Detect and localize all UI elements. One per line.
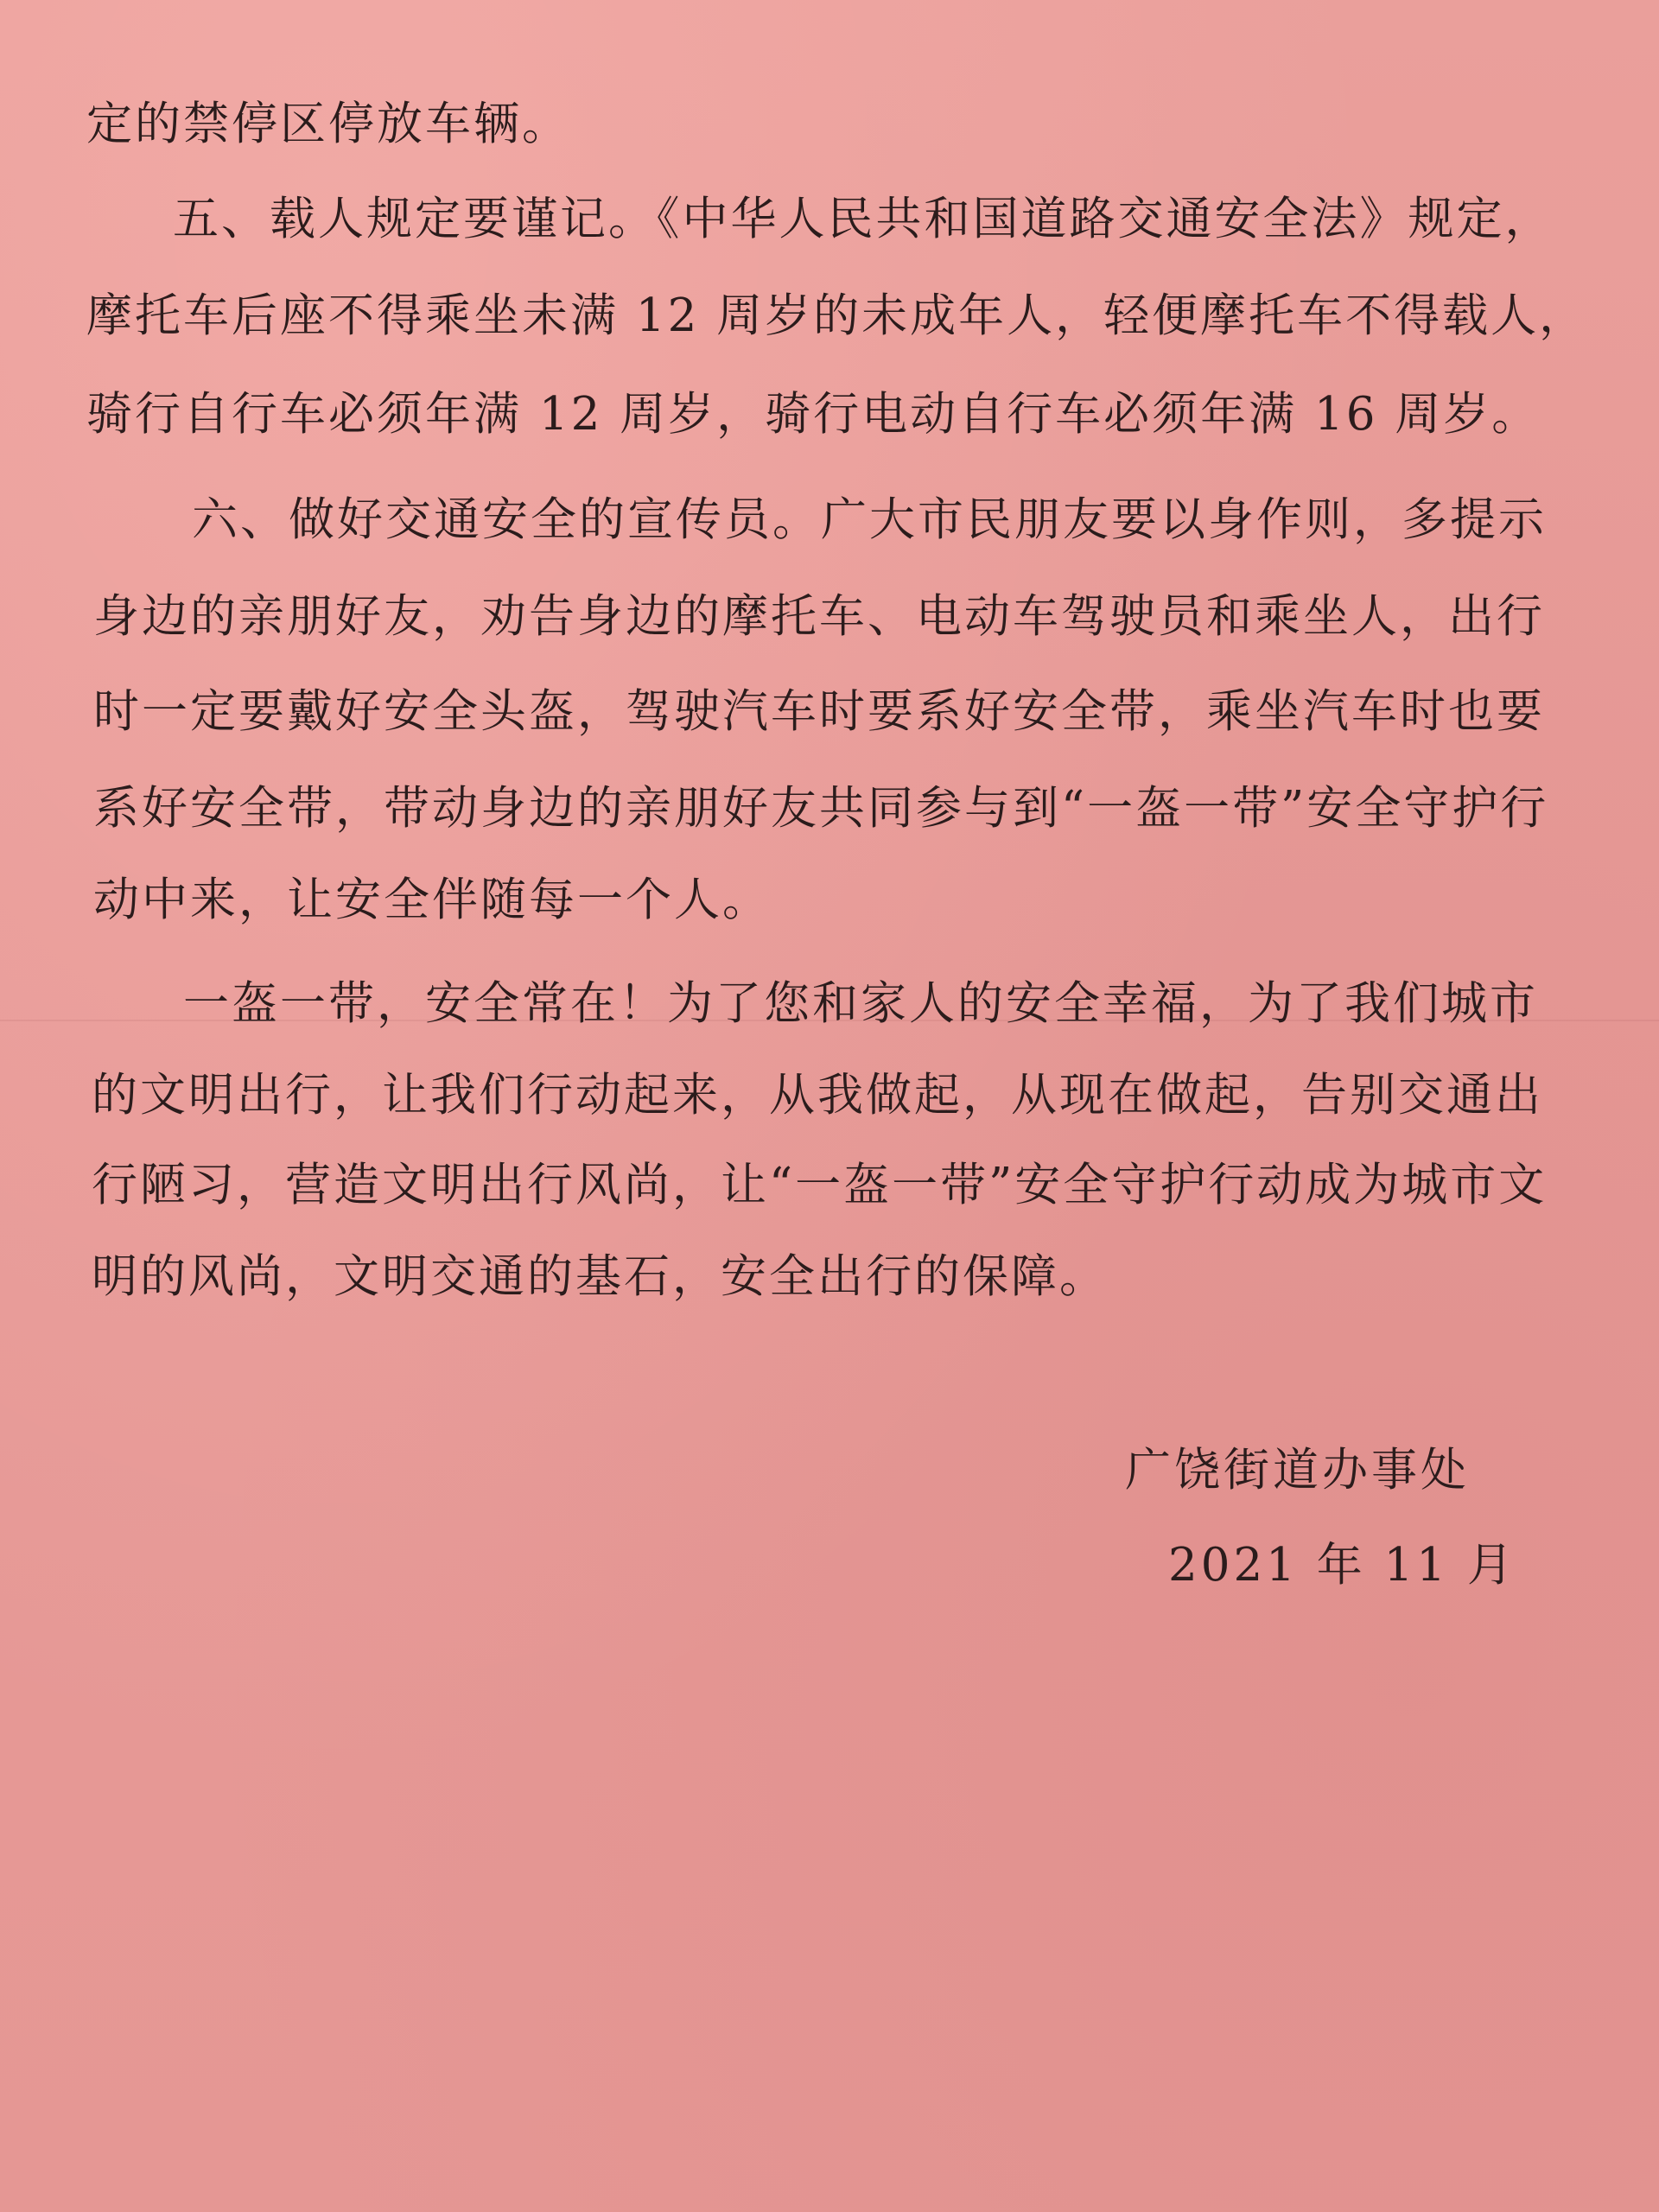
text-line: 身边的亲朋好友，劝告身边的摩托车、电动车驾驶员和乘坐人，出行 — [93, 590, 1545, 643]
text-line: 的文明出行，让我们行动起来，从我做起，从现在做起，告别交通出 — [92, 1069, 1543, 1122]
text-line: 定的禁停区停放车辆。 — [86, 98, 570, 150]
text-line: 一盔一带，安全常在！为了您和家人的安全幸福，为了我们城市 — [183, 977, 1538, 1030]
signature-date: 2021 年 11 月 — [1168, 1539, 1516, 1592]
text-line: 时一定要戴好安全头盔，驾驶汽车时要系好安全带，乘坐汽车时也要 — [93, 685, 1545, 738]
text-line: 六、做好交通安全的宣传员。广大市民朋友要以身作则，多提示 — [192, 493, 1547, 546]
text-line: 系好安全带，带动身边的亲朋好友共同参与到“一盔一带”安全守护行 — [93, 782, 1549, 835]
text-line: 骑行自行车必须年满 12 周岁，骑行电动自行车必须年满 16 周岁。 — [86, 388, 1541, 441]
text-line: 明的风尚，文明交通的基石，安全出行的保障。 — [92, 1250, 1108, 1303]
text-line: 动中来，让安全伴随每一个人。 — [93, 874, 771, 926]
text-line: 行陋习，营造文明出行风尚，让“一盔一带”安全守护行动成为城市文 — [92, 1159, 1548, 1211]
text-line: 摩托车后座不得乘坐未满 12 周岁的未成年人，轻便摩托车不得载人， — [86, 289, 1588, 342]
text-line: 五、载人规定要谨记。《中华人民共和国道路交通安全法》规定， — [173, 193, 1554, 245]
signature-organization: 广饶街道办事处 — [1125, 1444, 1470, 1497]
